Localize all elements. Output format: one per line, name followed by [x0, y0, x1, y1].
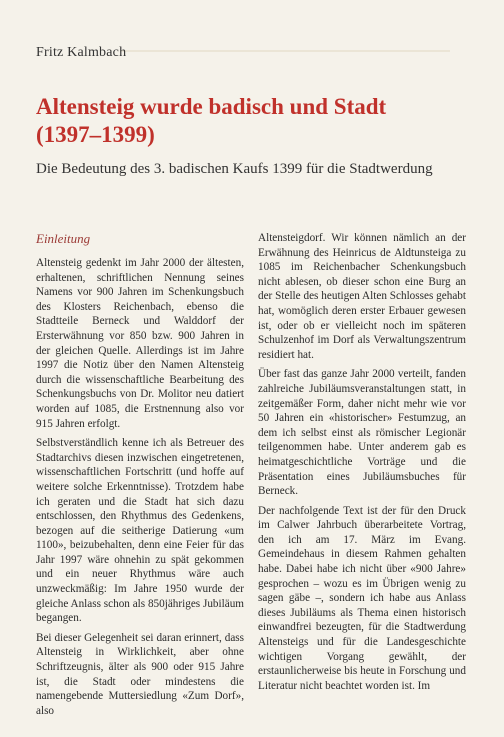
title-line-1: Altensteig wurde badisch und Stadt: [36, 94, 387, 119]
paragraph: Über fast das ganze Jahr 2000 verteilt, fanden zahlreiche Jubiläumsveranstaltungen statt, in zeitgemäßer Form, daher nicht mehr wie vor 50 Jahren ein «historischer» Festumzug, an dem ich selbst einst als römischer Legionär teilgenommen habe. Unter anderem gab es heimatgeschichtliche Vorträge und die Präsentation eines Jubiläumsbuches für Berneck.: [258, 368, 466, 498]
section-heading: Einleitung: [36, 231, 91, 246]
paragraph: Der nachfolgende Text ist der für den Druck im Calwer Jahrbuch überarbeitete Vortrag, den ich am 17. März im Evang. Gemeindehaus in diesem Rahmen gehalten habe. Dabei habe ich nicht über «900 Jahre» gesprochen – wozu es im Übrigen wenig zu sagen gäbe –, sondern ich habe aus Anlass dieses Jubiläums als Thema einen historisch einwandfrei bezeugten, für die Stadtwerdung Altensteigs und für die Landesgeschichte wichtigen Vorgang gewählt, der erstaunlicherweise bis heute in Forschung und Literatur nicht beachtet worden ist. Im: [258, 504, 466, 692]
article-subtitle: Die Bedeutung des 3. badischen Kaufs 1399 für die Stadtwerdung: [36, 161, 433, 177]
left-column: [36, 231, 244, 723]
paragraph: Bei dieser Gelegenheit sei daran erinnert, dass Altensteig in Wirklichkeit, aber ohne Schriftzeugnis, älter als 900 oder 915 Jahre ist, die Stadt oder mindestens die namengebende Muttersiedlung «Zum Dorf», also: [36, 631, 244, 717]
paragraph: Altensteig gedenkt im Jahr 2000 der ältesten, erhaltenen, schriftlichen Nennung seines Namens vor 900 Jahren im Schenkungsbuch des Klosters Reichenbach, ebenso die Stadtteile Berneck und Walddorf der Ersterwähnung vor 850 bzw. 900 Jahren in der gleichen Quelle. Allerdings ist im Jahre 1997 die Notiz über den Namen Altensteig durch die wissenschaftliche Bearbeitung des Schenkungsbuchs von Dr. Molitor neu datiert worden auf 1085, die Erstnennung also vor 915 Jahren erfolgt.: [36, 257, 244, 430]
author-name: Fritz Kalmbach: [36, 45, 127, 60]
title-line-2: (1397–1399): [36, 122, 155, 147]
paragraph: Selbstverständlich kenne ich als Betreuer des Stadtarchivs diesen inzwischen eingetretenen, wissenschaftlichen Fortschritt (und hoffe auf weitere solche Erkenntnisse). Trotzdem habe ich geraten und die Stadt hat sich dazu entschlossen, den Rhythmus des Gedenkens, bezogen auf die seitherige Datierung «um 1100», beizubehalten, denn eine Feier für das Jahr 1997 wäre ohnehin zu spät gekommen und ein neuer Rhythmus wäre auch unzweckmäßig: Im Jahre 1950 wurde der gleiche Anlass schon als 850jähriges Jubiläum begangen.: [36, 437, 244, 625]
paragraph: Altensteigdorf. Wir können nämlich an der Erwähnung des Heinricus de Aldtunsteiga zu 1085 im Reichenbacher Schenkungsbuch nicht ablesen, ob dieser schon eine Burg an der Stelle des heutigen Alten Schlosses gehabt hat, womöglich deren erster Erbauer gewesen ist, oder ob er vielleicht noch im späteren Schulzenhof im Dorf als Verwaltungszentrum residiert hat.: [258, 232, 466, 361]
header-rule: [120, 50, 450, 52]
right-column: [258, 231, 466, 698]
article-title: [36, 93, 476, 149]
